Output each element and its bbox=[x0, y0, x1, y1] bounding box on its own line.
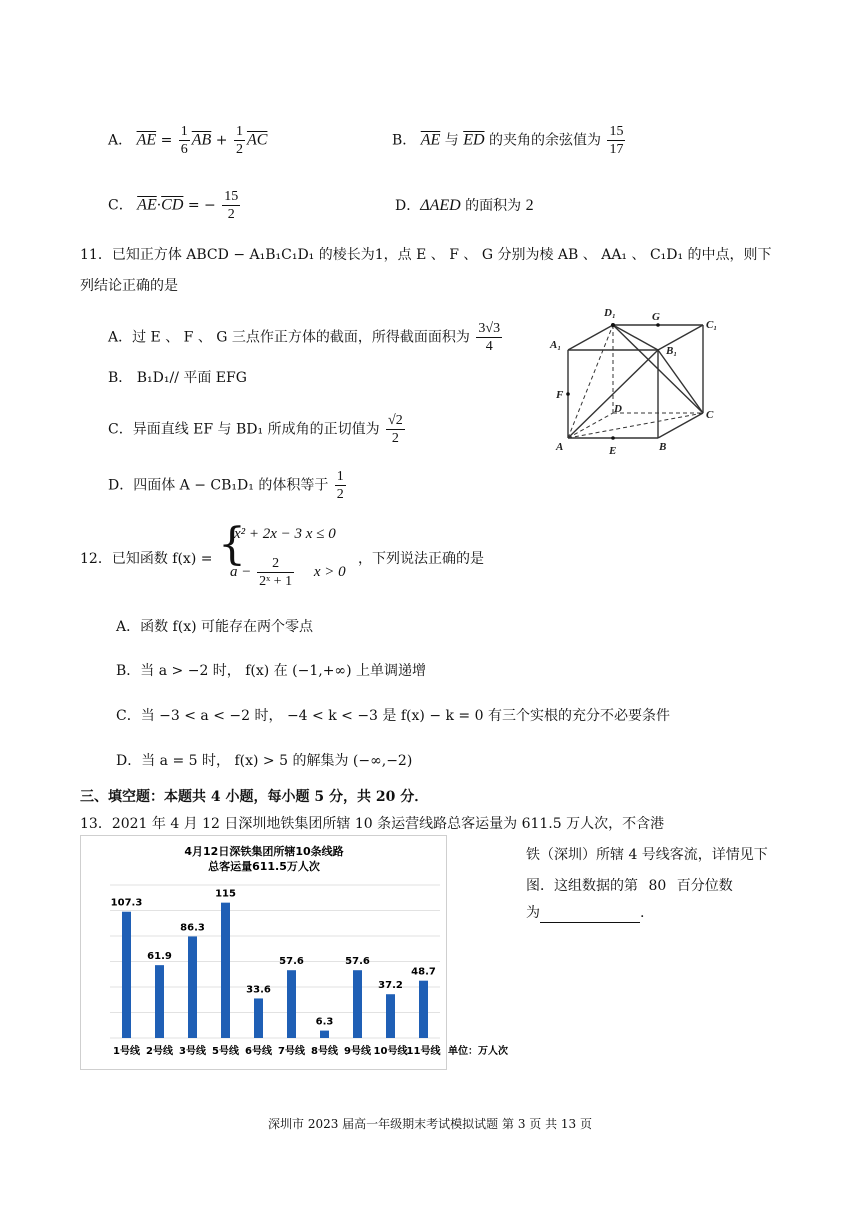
chart-title: 4月12日深铁集团所辖10条线路 bbox=[184, 845, 344, 858]
q10-d-label: D． bbox=[395, 198, 421, 214]
q11-option-b: B． B₁D₁// 平面 EFG bbox=[108, 370, 247, 386]
q12-stem-pre: 已知函数 f(x) = bbox=[111, 551, 213, 567]
cube-label-D: D bbox=[614, 403, 622, 415]
chart-bar-8 bbox=[353, 970, 362, 1038]
chart-category-label: 8号线 bbox=[311, 1046, 338, 1057]
cube-label-G: G bbox=[652, 311, 660, 323]
q10-c-vec2: $\overline{CD}$ bbox=[161, 196, 184, 214]
q12-option-a: A．函数 f(x) 可能存在两个零点 bbox=[116, 619, 314, 635]
chart-value-label: 57.6 bbox=[279, 956, 304, 968]
cube-label-B: B bbox=[659, 441, 667, 453]
cube-figure bbox=[548, 300, 723, 460]
q11-c-text: C．异面直线 EF 与 BD₁ 所成角的正切值为 bbox=[108, 421, 380, 438]
q10-b-label: B． bbox=[392, 132, 417, 149]
chart-value-label: 61.9 bbox=[147, 951, 172, 963]
q11-a-text: A．过 E 、 F 、 G 三点作正方体的截面，所得截面面积为 bbox=[108, 329, 470, 346]
chart-bar-10 bbox=[419, 981, 428, 1038]
chart-value-label: 37.2 bbox=[378, 980, 403, 992]
cube-label-D1: D₁ bbox=[604, 307, 616, 319]
q10-c-eq: = − bbox=[183, 197, 216, 214]
q10-option-b bbox=[392, 123, 627, 158]
q13-line4: 为 . bbox=[526, 905, 645, 921]
cube-label-A1: A₁ bbox=[550, 339, 562, 351]
chart-value-label: 107.3 bbox=[110, 897, 143, 909]
q12-stem bbox=[80, 549, 212, 569]
q10-c-label: C． bbox=[108, 197, 133, 214]
chart-value-label: 57.6 bbox=[345, 956, 370, 968]
q10-c-dot: · bbox=[156, 197, 162, 214]
q13-line1: 13．2021 年 4 月 12 日深圳地铁集团所辖 10 条运营线路总客运量为 611.5 万人次，不含港 bbox=[80, 816, 665, 832]
section3-heading: 三、填空题：本题共 4 小题，每小题 5 分，共 20 分． bbox=[80, 789, 429, 805]
q11-a-fraction: $\frac{3√3}{4}$ bbox=[478, 321, 501, 354]
chart-category-label: 7号线 bbox=[278, 1046, 305, 1057]
q10-d-tri: ΔAED bbox=[420, 197, 461, 214]
q12-option-d: D．当 a = 5 时， f(x) > 5 的解集为 (−∞,−2) bbox=[116, 753, 413, 769]
q10-a-label: A． bbox=[108, 132, 133, 149]
chart-bar-2 bbox=[155, 965, 164, 1038]
cube-label-C: C bbox=[706, 409, 714, 421]
chart-value-label: 6.3 bbox=[315, 1016, 334, 1028]
q11-option-a bbox=[108, 320, 504, 355]
chart-category-label: 3号线 bbox=[179, 1046, 206, 1057]
q10-d-val: 2 bbox=[525, 197, 534, 214]
chart-value-label: 86.3 bbox=[180, 922, 205, 934]
chart-bar-9 bbox=[386, 994, 395, 1038]
q12-case1: x² + 2x − 3 x ≤ 0 bbox=[234, 526, 336, 542]
chart-bar-1 bbox=[122, 912, 131, 1038]
chart-category-label: 5号线 bbox=[212, 1046, 239, 1057]
q11-stem-line2: 列结论正确的是 bbox=[80, 278, 178, 294]
chart-category-label: 1号线 bbox=[113, 1046, 140, 1057]
cube-label-C1: C₁ bbox=[706, 319, 718, 331]
cube-label-F: F bbox=[556, 389, 564, 401]
q10-b-vec1: $\overline{AE}$ bbox=[420, 131, 441, 149]
chart-bar-3 bbox=[188, 936, 197, 1038]
chart-value-label: 115 bbox=[215, 888, 236, 900]
q11-d-text: D．四面体 A − CB₁D₁ 的体积等于 bbox=[108, 477, 329, 494]
chart-category-label: 6号线 bbox=[245, 1046, 272, 1057]
bar-chart bbox=[80, 835, 530, 1068]
page-footer: 深圳市 2023 届高一年级期末考试模拟试题 第 3 页 共 13 页 bbox=[268, 1117, 592, 1131]
q11-c-fraction: $\frac{√2}{2}$ bbox=[388, 413, 403, 446]
chart-category-label: 9号线 bbox=[344, 1046, 371, 1057]
q10-b-mid: 与 bbox=[440, 132, 464, 149]
q12-option-c: C．当 −3 < a < −2 时， −4 < k < −3 是 f(x) − k = 0 有三个实根的充分不必要条件 bbox=[116, 708, 670, 724]
chart-subtitle: 总客运量611.5万人次 bbox=[208, 860, 320, 873]
q12-option-b: B．当 a > −2 时， f(x) 在 (−1,+∞) 上单调递增 bbox=[116, 663, 427, 679]
q10-d-text: 的面积为 bbox=[460, 198, 526, 214]
q13-line3: 图．这组数据的第 80 百分位数 bbox=[526, 878, 733, 894]
q12-number: 12． bbox=[80, 551, 112, 567]
chart-value-label: 48.7 bbox=[411, 966, 436, 978]
q11-option-d bbox=[108, 468, 348, 503]
q12-stem-post: ，下列说法正确的是 bbox=[358, 551, 484, 567]
answer-blank[interactable] bbox=[540, 906, 640, 923]
chart-bar-4 bbox=[221, 903, 230, 1038]
cube-label-A: A bbox=[556, 441, 564, 453]
q10-b-vec2: $\overline{ED}$ bbox=[463, 131, 485, 149]
chart-unit-label: 单位：万人次 bbox=[448, 1046, 508, 1057]
chart-category-label: 2号线 bbox=[146, 1046, 173, 1057]
q13-line2: 铁（深圳）所辖 4 号线客流，详情见下 bbox=[526, 847, 768, 863]
q12-brace: { bbox=[218, 519, 246, 570]
chart-category-label: 11号线 bbox=[406, 1046, 441, 1057]
q10-b-fraction: $\frac{15}{17}$ bbox=[609, 124, 624, 157]
q11-option-c bbox=[108, 412, 407, 447]
chart-value-label: 33.6 bbox=[246, 984, 271, 996]
q10-b-text: 的夹角的余弦值为 bbox=[484, 132, 601, 149]
q11-stem-text: 已知正方体 ABCD − A₁B₁C₁D₁ 的棱长为1，点 E 、 F 、 G 分别为棱 AB 、 AA₁ 、 C₁D₁ 的中点，则下 bbox=[111, 247, 772, 263]
chart-bar-7 bbox=[320, 1031, 329, 1038]
cube-label-E: E bbox=[609, 445, 617, 457]
q10-option-c bbox=[108, 188, 242, 223]
cube-label-B1: B₁ bbox=[666, 345, 678, 357]
q11-number: 11． bbox=[80, 247, 112, 263]
q10-option-d bbox=[395, 196, 534, 216]
chart-bar-6 bbox=[287, 970, 296, 1038]
q11-d-fraction: $\frac{1}{2}$ bbox=[336, 469, 344, 502]
q10-c-fraction: $\frac{15}{2}$ bbox=[224, 189, 239, 222]
q12-case2: a − $\frac{2}{\text{2ˣ + 1}}$ x > 0 bbox=[230, 556, 346, 589]
q10-option-a: A． $\overline{AE}$ = $\frac{1}{6}$ $\overline{AB}$ + $\frac{1}{2}$ $\overline{AC}$ bbox=[108, 124, 268, 157]
q11-stem-line1 bbox=[80, 245, 772, 265]
q10-c-vec1: $\overline{AE}$ bbox=[137, 196, 157, 214]
chart-category-label: 10号线 bbox=[373, 1046, 408, 1057]
chart-bar-5 bbox=[254, 998, 263, 1038]
